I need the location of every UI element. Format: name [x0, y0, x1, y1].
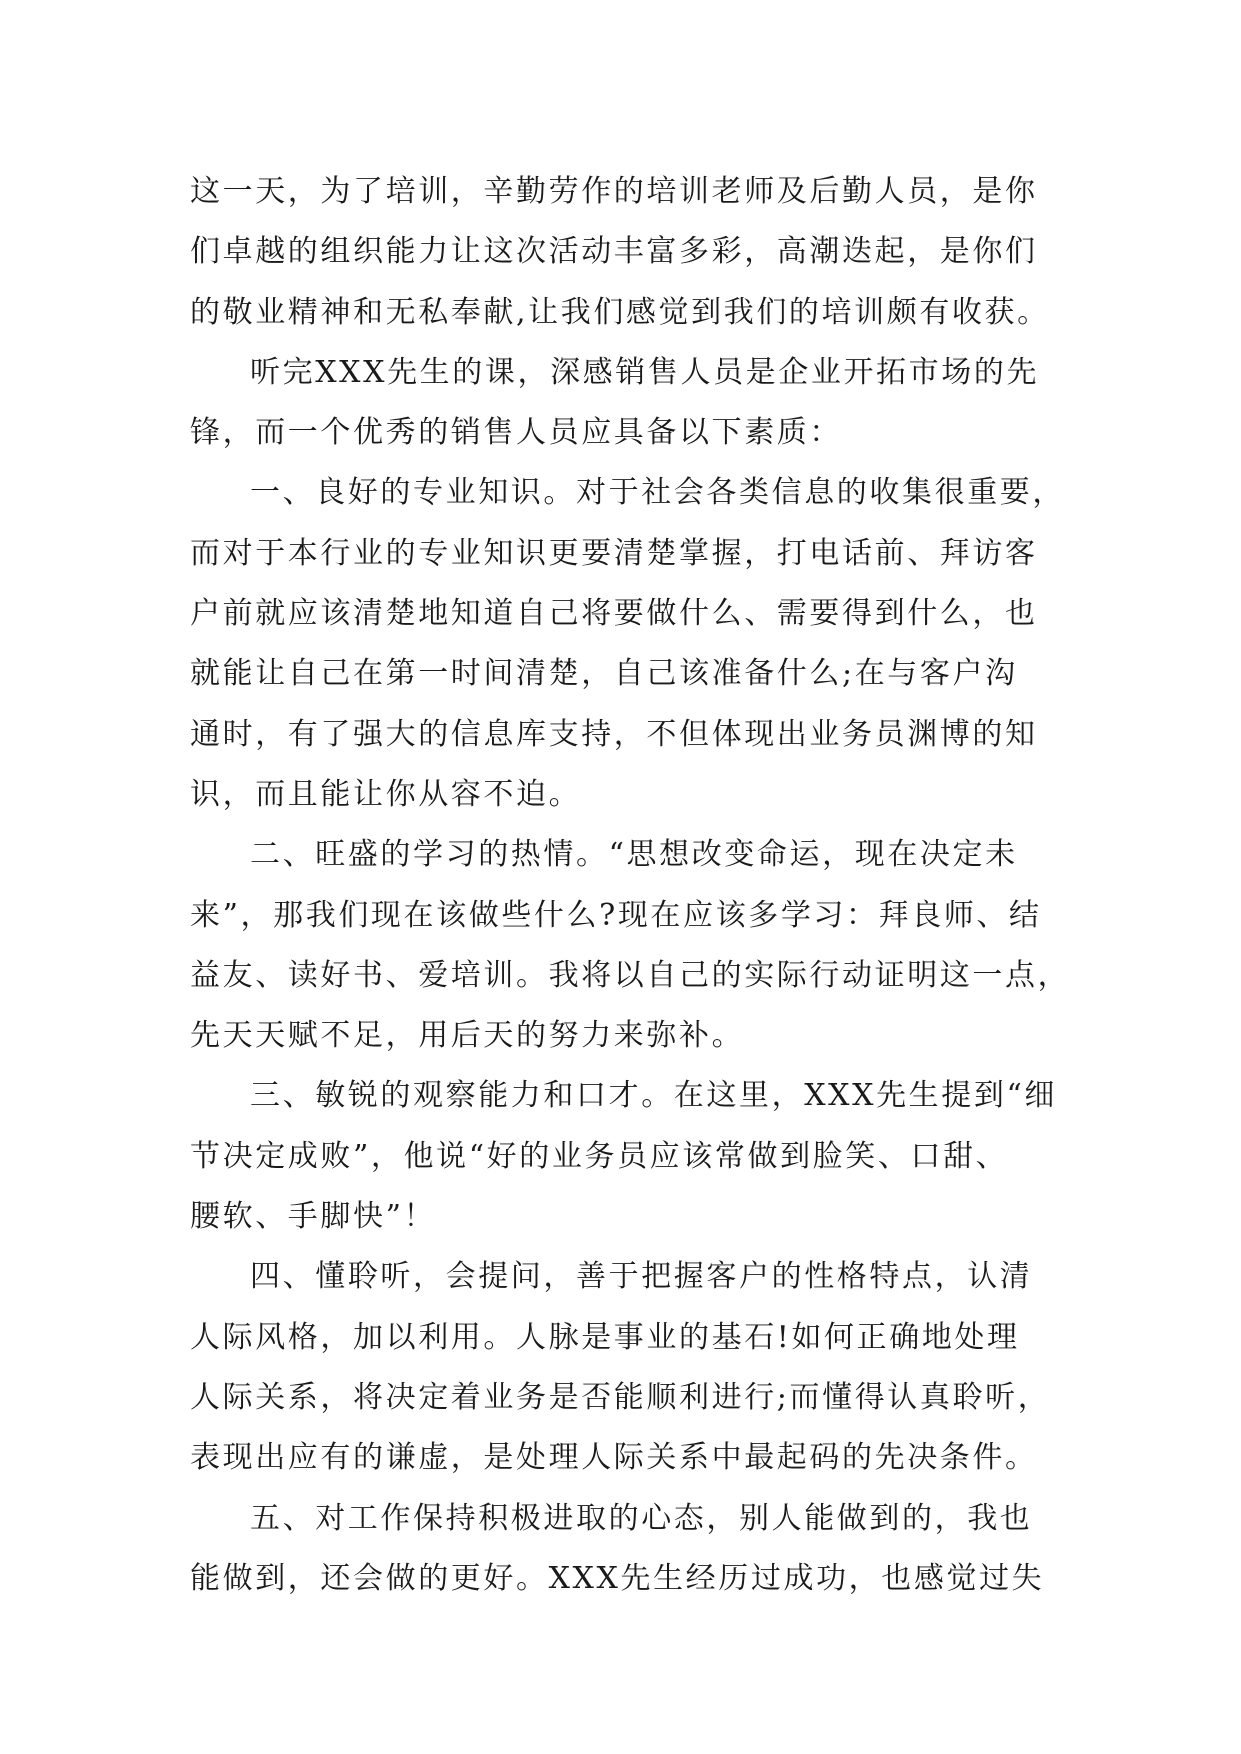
text-line: 锋，而一个优秀的销售人员应具备以下素质：	[190, 415, 842, 451]
text-line: 五、对工作保持积极进取的心态，别人能做到的，我也	[250, 1500, 1033, 1536]
text-line: 听完XXX先生的课，深感销售人员是企业开拓市场的先	[250, 354, 1040, 390]
text-line: 就能让自己在第一时间清楚，自己该准备什么;在与客户沟	[190, 656, 1018, 692]
body-text	[190, 162, 1070, 1609]
text-line: 户前就应该清楚地知道自己将要做什么、需要得到什么，也	[190, 596, 1038, 632]
text-line: 节决定成败”，他说“好的业务员应该常做到脸笑、口甜、	[190, 1138, 1009, 1174]
text-line: 一、良好的专业知识。对于社会各类信息的收集很重要，	[250, 475, 1065, 511]
text-line: 人际风格，加以利用。人脉是事业的基石!如何正确地处理	[190, 1319, 1020, 1355]
text-line: 而对于本行业的专业知识更要清楚掌握，打电话前、拜访客	[190, 535, 1038, 571]
text-line: 这一天，为了培训，辛勤劳作的培训老师及后勤人员，是你	[190, 174, 1038, 209]
text-line: 人际关系，将决定着业务是否能顺利进行;而懂得认真聆听，	[190, 1379, 1051, 1415]
text-line: 识，而且能让你从容不迫。	[190, 776, 582, 812]
text-line: 益友、读好书、爱培训。我将以自己的实际行动证明这一点，	[190, 957, 1071, 993]
text-line: 二、旺盛的学习的热情。“思想改变命运，现在决定未	[250, 837, 1018, 873]
text-line: 来”，那我们现在该做些什么?现在应该多学习：拜良师、结	[190, 897, 1042, 933]
text-line: 先天天赋不足，用后天的努力来弥补。	[190, 1018, 745, 1054]
text-line: 表现出应有的谦虚，是处理人际关系中最起码的先决条件。	[190, 1440, 1038, 1476]
text-line: 通时，有了强大的信息库支持，不但体现出业务员渊博的知	[190, 716, 1038, 752]
text-line: 们卓越的组织能力让这次活动丰富多彩，高潮迭起，是你们	[190, 234, 1038, 270]
text-line: 的敬业精神和无私奉献,让我们感觉到我们的培训颇有收获。	[190, 294, 1050, 330]
text-line: 三、敏锐的观察能力和口才。在这里，XXX先生提到“细	[250, 1078, 1058, 1114]
text-line: 能做到，还会做的更好。XXX先生经历过成功，也感觉过失	[190, 1560, 1045, 1596]
text-line: 腰软、手脚快”！	[190, 1199, 437, 1235]
text-line: 四、懂聆听，会提问，善于把握客户的性格特点，认清	[250, 1259, 1033, 1295]
